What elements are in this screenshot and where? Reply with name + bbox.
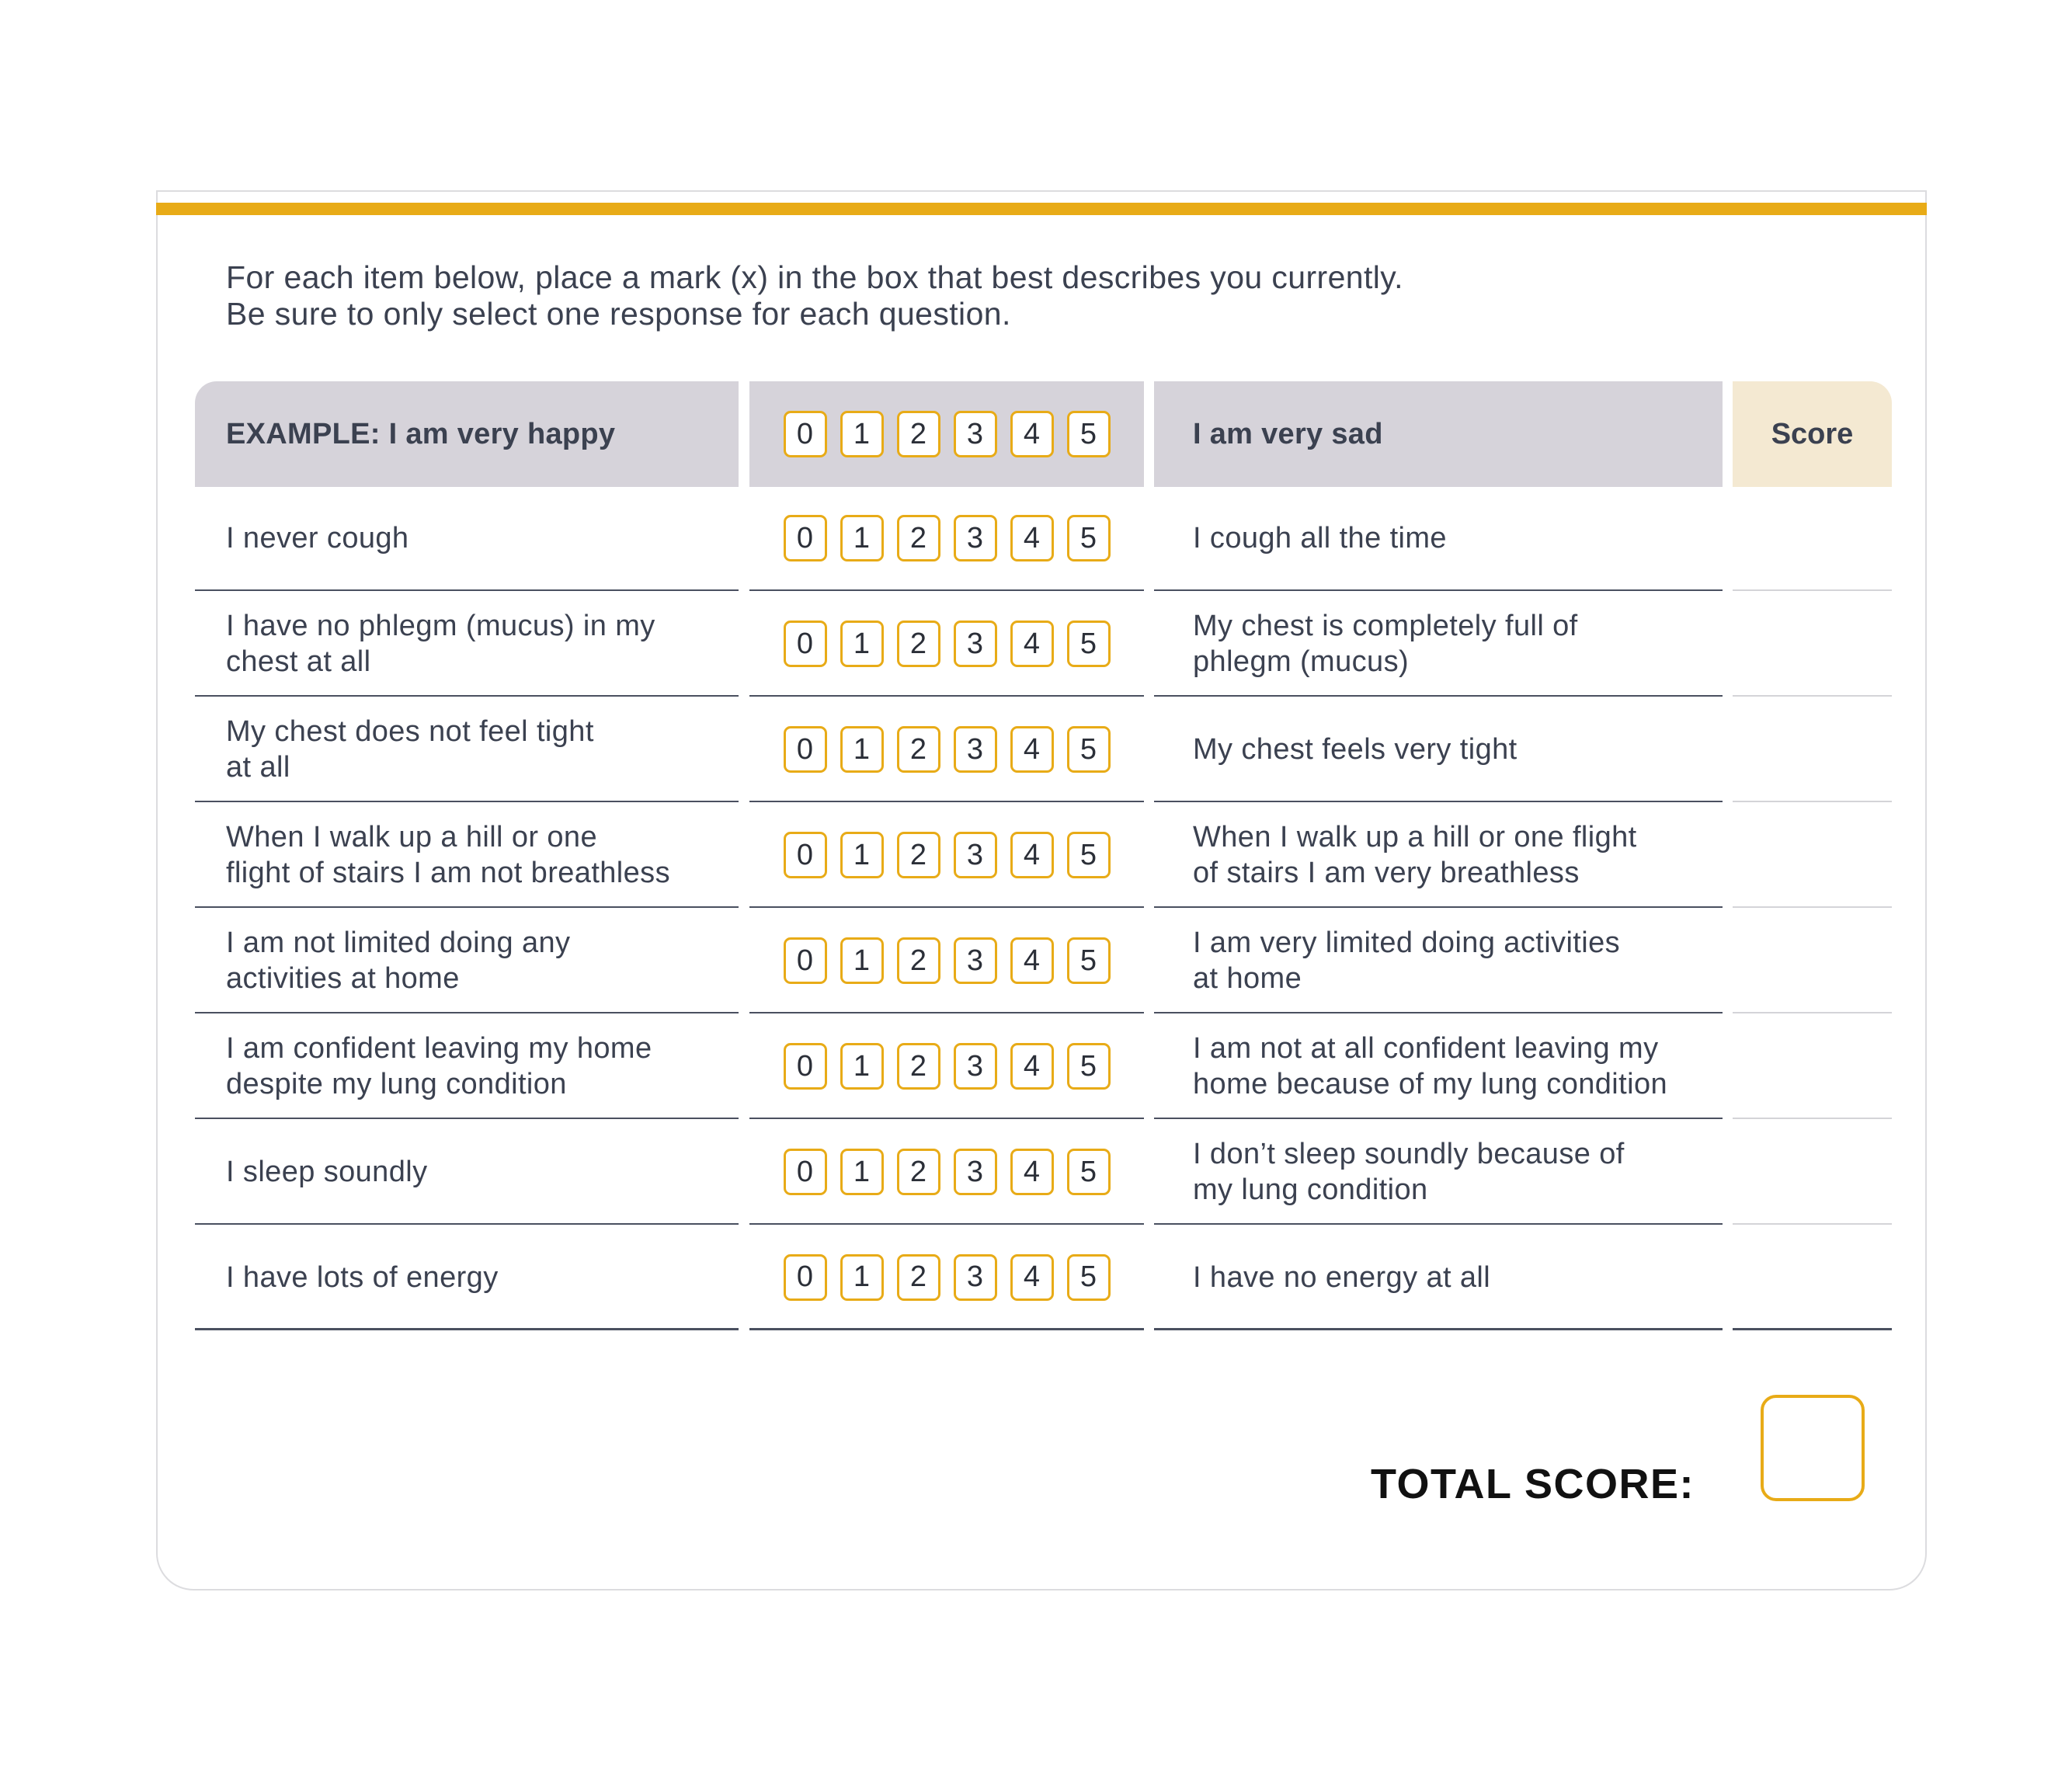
item-7-scale-box-2[interactable]: 2 xyxy=(897,1149,940,1195)
item-scale-boxes xyxy=(784,621,1111,667)
item-left-statement xyxy=(195,909,739,1013)
item-right-text xyxy=(1193,819,1637,891)
item-right-text xyxy=(1193,608,1578,680)
header-right-label: I am very sad xyxy=(1193,417,1383,450)
item-8-scale-box-2[interactable]: 2 xyxy=(897,1254,940,1301)
item-3-scale-box-5[interactable]: 5 xyxy=(1067,726,1111,773)
item-4-scale-box-0[interactable]: 0 xyxy=(784,832,827,878)
item-8-scale-box-5[interactable]: 5 xyxy=(1067,1254,1111,1301)
example-scale-boxes xyxy=(784,411,1111,457)
item-left-statement xyxy=(195,698,739,802)
item-4-scale-box-1[interactable]: 1 xyxy=(840,832,884,878)
item-score-cell[interactable] xyxy=(1733,593,1892,697)
item-right-statement xyxy=(1154,698,1723,802)
item-3-scale-box-1[interactable]: 1 xyxy=(840,726,884,773)
item-1-scale-box-0[interactable]: 0 xyxy=(784,515,827,561)
item-right-line: I don’t sleep soundly because of xyxy=(1193,1138,1625,1170)
item-left-statement xyxy=(195,804,739,908)
item-scale xyxy=(749,804,1144,908)
item-scale xyxy=(749,909,1144,1013)
item-right-statement xyxy=(1154,487,1723,591)
item-6-scale-box-0[interactable]: 0 xyxy=(784,1043,827,1090)
item-left-text xyxy=(226,520,408,556)
item-6-scale-box-3[interactable]: 3 xyxy=(954,1043,997,1090)
item-6-scale-box-5[interactable]: 5 xyxy=(1067,1043,1111,1090)
item-scale xyxy=(749,1015,1144,1119)
item-left-line: I have no phlegm (mucus) in my xyxy=(226,610,655,642)
total-score-label: TOTAL SCORE: xyxy=(1371,1461,1695,1507)
item-8-scale-box-4[interactable]: 4 xyxy=(1010,1254,1054,1301)
item-score-cell[interactable] xyxy=(1733,909,1892,1013)
item-6-scale-box-4[interactable]: 4 xyxy=(1010,1043,1054,1090)
item-2-scale-box-1[interactable]: 1 xyxy=(840,621,884,667)
item-right-text xyxy=(1193,925,1620,996)
item-3-scale-box-4[interactable]: 4 xyxy=(1010,726,1054,773)
item-right-statement xyxy=(1154,804,1723,908)
item-left-statement xyxy=(195,1226,739,1330)
score-column-label: Score xyxy=(1771,417,1854,450)
item-left-text xyxy=(226,819,670,891)
item-scale xyxy=(749,1226,1144,1330)
item-2-scale-box-3[interactable]: 3 xyxy=(954,621,997,667)
total-score-box[interactable] xyxy=(1761,1395,1865,1501)
item-6-scale-box-2[interactable]: 2 xyxy=(897,1043,940,1090)
item-right-statement xyxy=(1154,909,1723,1013)
item-8-scale-box-1[interactable]: 1 xyxy=(840,1254,884,1301)
item-7-scale-box-3[interactable]: 3 xyxy=(954,1149,997,1195)
item-scale xyxy=(749,487,1144,591)
item-right-statement xyxy=(1154,1226,1723,1330)
item-scale-boxes xyxy=(784,832,1111,878)
item-scale-boxes xyxy=(784,726,1111,773)
item-left-text xyxy=(226,925,570,996)
example-scale-box-2[interactable]: 2 xyxy=(897,411,940,457)
item-5-scale-box-2[interactable]: 2 xyxy=(897,937,940,984)
item-7-scale-box-1[interactable]: 1 xyxy=(840,1149,884,1195)
example-scale-box-3[interactable]: 3 xyxy=(954,411,997,457)
item-scale xyxy=(749,698,1144,802)
header-left-label: EXAMPLE: I am very happy xyxy=(226,417,616,450)
item-scale xyxy=(749,593,1144,697)
header-example-left xyxy=(195,381,739,487)
item-score-cell[interactable] xyxy=(1733,804,1892,908)
header-example-right xyxy=(1154,381,1723,487)
instructions xyxy=(226,259,1779,332)
item-right-text xyxy=(1193,520,1447,556)
item-left-text xyxy=(226,1260,499,1295)
item-right-text xyxy=(1193,1136,1625,1208)
item-scale-boxes xyxy=(784,1149,1111,1195)
example-scale-box-4[interactable]: 4 xyxy=(1010,411,1054,457)
example-scale-box-1[interactable]: 1 xyxy=(840,411,884,457)
item-left-line: I am not limited doing any xyxy=(226,926,571,959)
item-4-scale-box-5[interactable]: 5 xyxy=(1067,832,1111,878)
item-7-scale-box-0[interactable]: 0 xyxy=(784,1149,827,1195)
item-left-text xyxy=(226,1154,428,1190)
item-right-line: I cough all the time xyxy=(1193,522,1447,554)
item-4-scale-box-2[interactable]: 2 xyxy=(897,832,940,878)
item-3-scale-box-0[interactable]: 0 xyxy=(784,726,827,773)
item-left-statement xyxy=(195,1015,739,1119)
item-8-scale-box-3[interactable]: 3 xyxy=(954,1254,997,1301)
item-scale-boxes xyxy=(784,937,1111,984)
item-left-line: I have lots of energy xyxy=(226,1260,499,1294)
item-left-text xyxy=(226,1031,652,1102)
accent-bar xyxy=(156,203,1927,215)
item-score-cell[interactable] xyxy=(1733,1015,1892,1119)
item-right-line: home because of my lung condition xyxy=(1193,1068,1668,1100)
item-3-scale-box-2[interactable]: 2 xyxy=(897,726,940,773)
item-scale-boxes xyxy=(784,1254,1111,1301)
item-4-scale-box-3[interactable]: 3 xyxy=(954,832,997,878)
item-2-scale-box-5[interactable]: 5 xyxy=(1067,621,1111,667)
item-left-text xyxy=(226,714,594,785)
item-5-scale-box-1[interactable]: 1 xyxy=(840,937,884,984)
item-right-statement xyxy=(1154,1121,1723,1225)
item-right-line: I am very limited doing activities xyxy=(1193,926,1621,959)
item-right-line: My chest is completely full of xyxy=(1193,610,1578,642)
item-right-line: My chest feels very tight xyxy=(1193,733,1517,766)
item-score-cell[interactable] xyxy=(1733,1121,1892,1225)
item-left-line: activities at home xyxy=(226,962,460,995)
item-left-line: at all xyxy=(226,751,290,784)
item-7-scale-box-5[interactable]: 5 xyxy=(1067,1149,1111,1195)
item-left-statement xyxy=(195,1121,739,1225)
item-5-scale-box-5[interactable]: 5 xyxy=(1067,937,1111,984)
item-5-scale-box-4[interactable]: 4 xyxy=(1010,937,1054,984)
header-scale xyxy=(749,381,1144,487)
item-right-line: I have no energy at all xyxy=(1193,1260,1491,1294)
header-score xyxy=(1733,381,1892,487)
item-right-line: at home xyxy=(1193,962,1302,995)
item-6-scale-box-1[interactable]: 1 xyxy=(840,1043,884,1090)
item-scale xyxy=(749,1121,1144,1225)
example-scale-box-0[interactable]: 0 xyxy=(784,411,827,457)
item-2-scale-box-0[interactable]: 0 xyxy=(784,621,827,667)
item-right-line: my lung condition xyxy=(1193,1173,1428,1206)
instructions-line: For each item below, place a mark (x) in the box that best describes you currently. xyxy=(226,259,1403,295)
item-right-text xyxy=(1193,732,1517,767)
item-right-text xyxy=(1193,1031,1667,1102)
item-left-statement xyxy=(195,487,739,591)
item-score-cell[interactable] xyxy=(1733,698,1892,802)
instructions-line: Be sure to only select one response for each question. xyxy=(226,296,1011,332)
item-left-line: flight of stairs I am not breathless xyxy=(226,857,670,889)
item-left-line: I am confident leaving my home xyxy=(226,1032,652,1065)
item-7-scale-box-4[interactable]: 4 xyxy=(1010,1149,1054,1195)
item-left-line: I never cough xyxy=(226,522,409,554)
item-2-scale-box-2[interactable]: 2 xyxy=(897,621,940,667)
item-5-scale-box-3[interactable]: 3 xyxy=(954,937,997,984)
item-left-line: I sleep soundly xyxy=(226,1156,428,1188)
item-left-line: chest at all xyxy=(226,645,371,678)
item-right-text xyxy=(1193,1260,1490,1295)
item-5-scale-box-0[interactable]: 0 xyxy=(784,937,827,984)
item-left-text xyxy=(226,608,655,680)
item-left-line: My chest does not feel tight xyxy=(226,715,594,748)
item-8-scale-box-0[interactable]: 0 xyxy=(784,1254,827,1301)
item-right-line: phlegm (mucus) xyxy=(1193,645,1410,678)
item-1-scale-box-5[interactable]: 5 xyxy=(1067,515,1111,561)
item-left-statement xyxy=(195,593,739,697)
item-1-scale-box-3[interactable]: 3 xyxy=(954,515,997,561)
item-2-scale-box-4[interactable]: 4 xyxy=(1010,621,1054,667)
item-3-scale-box-3[interactable]: 3 xyxy=(954,726,997,773)
item-left-line: despite my lung condition xyxy=(226,1068,567,1100)
item-scale-boxes xyxy=(784,1043,1111,1090)
item-left-line: When I walk up a hill or one xyxy=(226,821,597,853)
item-1-scale-box-4[interactable]: 4 xyxy=(1010,515,1054,561)
item-1-scale-box-2[interactable]: 2 xyxy=(897,515,940,561)
example-scale-box-5[interactable]: 5 xyxy=(1067,411,1111,457)
item-score-cell[interactable] xyxy=(1733,487,1892,591)
item-right-line: of stairs I am very breathless xyxy=(1193,857,1580,889)
item-4-scale-box-4[interactable]: 4 xyxy=(1010,832,1054,878)
item-score-cell[interactable] xyxy=(1733,1226,1892,1330)
item-right-statement xyxy=(1154,1015,1723,1119)
item-right-statement xyxy=(1154,593,1723,697)
item-right-line: When I walk up a hill or one flight xyxy=(1193,821,1637,853)
item-right-line: I am not at all confident leaving my xyxy=(1193,1032,1659,1065)
item-scale-boxes xyxy=(784,515,1111,561)
item-1-scale-box-1[interactable]: 1 xyxy=(840,515,884,561)
